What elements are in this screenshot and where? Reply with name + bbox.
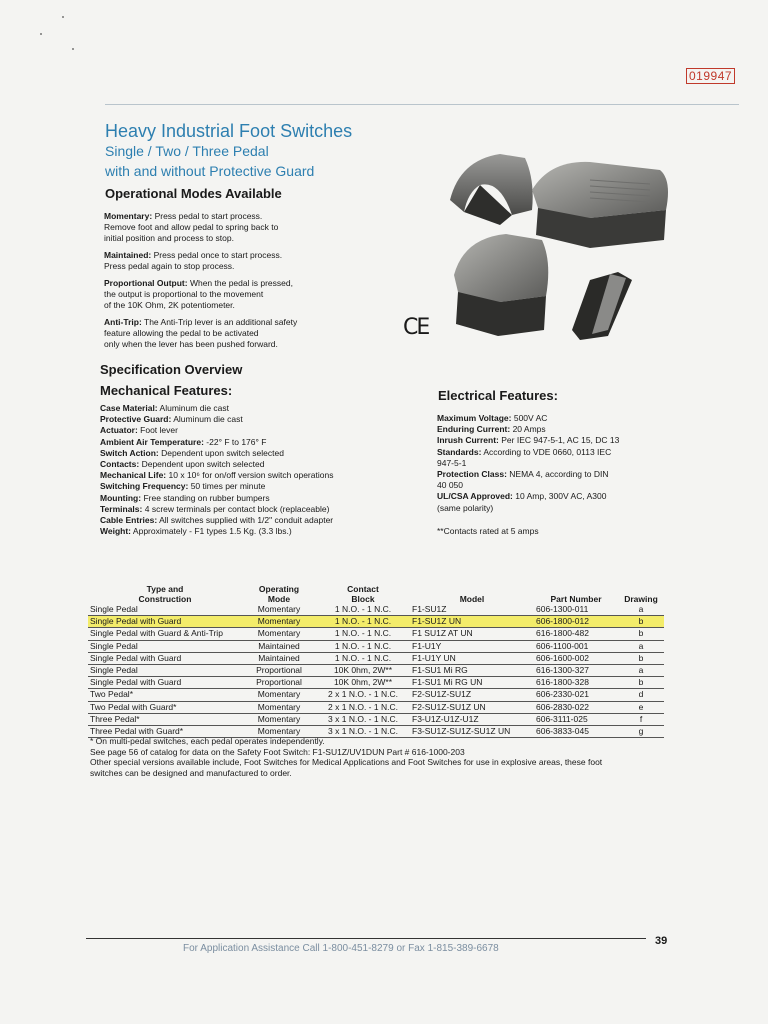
header-text: Construction <box>138 594 192 604</box>
feature-value: Dependent upon switch selected <box>141 459 265 470</box>
cell-block: 1 N.O. - 1 N.C. <box>316 616 410 628</box>
elec-row <box>437 469 677 480</box>
cell-block: 1 N.O. - 1 N.C. <box>316 628 410 640</box>
feature-label: Mounting: <box>100 492 142 503</box>
mode-momentary <box>104 211 344 244</box>
cell-drawing: a <box>618 665 664 677</box>
mode-label: Maintained: <box>104 250 152 260</box>
cell-mode: Momentary <box>242 604 316 616</box>
cell-part: 606-1300-011 <box>534 604 618 616</box>
feature-label: Case Material: <box>100 403 158 413</box>
cell-type: Three Pedal* <box>88 713 242 725</box>
mech-row <box>100 504 333 515</box>
cell-model: F1-SU1 Mi RG <box>410 665 534 677</box>
col-mode <box>242 584 316 604</box>
cell-model: F1 SU1Z AT UN <box>410 628 534 640</box>
feature-value-cont: (same polarity) <box>437 502 494 513</box>
header-text: Block <box>351 594 375 604</box>
cell-part: 606-3833-045 <box>534 726 618 738</box>
cell-model: F3-U1Z-U1Z-U1Z <box>410 713 534 725</box>
mode-anti-trip <box>104 317 344 350</box>
mode-proportional <box>104 278 344 311</box>
cell-part: 616-1300-327 <box>534 665 618 677</box>
feature-value: Approximately - F1 types 1.5 Kg. (3.3 lbs.) <box>132 526 292 537</box>
cell-type: Single Pedal with Guard <box>88 616 242 628</box>
contacts-rating-note: **Contacts rated at 5 amps <box>437 525 539 536</box>
cell-part: 606-3111-025 <box>534 713 618 725</box>
header-text: Contact <box>347 584 379 594</box>
cell-part: 606-1600-002 <box>534 652 618 664</box>
cell-block: 10K 0hm, 2W** <box>316 665 410 677</box>
parts-table <box>88 584 664 738</box>
cell-block: 10K 0hm, 2W** <box>316 677 410 689</box>
feature-label: Switching Frequency: <box>100 481 189 492</box>
feature-label: Protective Guard: <box>100 414 172 425</box>
cell-type: Single Pedal with Guard & Anti-Trip <box>88 628 242 640</box>
elec-row <box>437 424 677 435</box>
cell-mode: Momentary <box>242 726 316 738</box>
cell-type: Single Pedal with Guard <box>88 677 242 689</box>
mode-text: The Anti-Trip lever is an additional safety <box>144 317 298 327</box>
cell-mode: Momentary <box>242 689 316 701</box>
cell-drawing: b <box>618 628 664 640</box>
col-type <box>88 584 242 604</box>
elec-row <box>437 413 677 424</box>
mode-label: Momentary: <box>104 211 153 221</box>
elec-row <box>437 435 677 446</box>
cell-model: F1-U1Y <box>410 640 534 652</box>
mode-label: Proportional Output: <box>104 278 188 288</box>
mech-row <box>100 459 333 470</box>
cell-type: Three Pedal with Guard* <box>88 726 242 738</box>
mode-text: feature allowing the pedal to be activated <box>104 328 259 338</box>
cell-drawing: b <box>618 616 664 628</box>
feature-label: UL/CSA Approved: <box>437 491 513 502</box>
mode-text: Press pedal once to start process. <box>153 250 283 260</box>
footer-contact: For Application Assistance Call 1-800-451-8279 or Fax 1-815-389-6678 <box>183 943 499 954</box>
note-line: * On multi-pedal switches, each pedal operates independently. <box>90 736 325 746</box>
feature-value: 500V AC <box>513 413 548 423</box>
top-rule <box>105 104 739 105</box>
mech-row <box>100 481 333 492</box>
cell-part: 606-1800-012 <box>534 616 618 628</box>
feature-value: 4 screw terminals per contact block (replaceable) <box>144 503 330 514</box>
mode-text: only when the lever has been pushed forward. <box>104 339 278 349</box>
table-header <box>88 584 664 604</box>
cell-type: Two Pedal with Guard* <box>88 701 242 713</box>
cell-drawing: d <box>618 689 664 701</box>
feature-label: Actuator: <box>100 425 138 436</box>
col-drawing: Drawing <box>624 594 658 604</box>
cell-drawing: f <box>618 713 664 725</box>
mech-row <box>100 403 333 414</box>
mech-row <box>100 425 333 436</box>
table-row <box>88 604 664 616</box>
feature-label: Standards: <box>437 446 482 457</box>
feature-value: 50 times per minute <box>190 481 266 492</box>
cell-type: Single Pedal <box>88 604 242 616</box>
cell-block: 2 x 1 N.O. - 1 N.C. <box>316 701 410 713</box>
mechanical-features-heading: Mechanical Features: <box>100 383 233 398</box>
feature-label: Terminals: <box>100 503 143 514</box>
specification-overview-heading: Specification Overview <box>100 362 243 377</box>
cell-block: 1 N.O. - 1 N.C. <box>316 604 410 616</box>
cell-block: 2 x 1 N.O. - 1 N.C. <box>316 689 410 701</box>
feature-label: Cable Entries: <box>100 515 158 526</box>
feature-label: Switch Action: <box>100 447 159 458</box>
electrical-features-list <box>437 413 677 537</box>
subtitle-pedals: Single / Two / Three Pedal <box>105 143 269 159</box>
cell-block: 1 N.O. - 1 N.C. <box>316 640 410 652</box>
scan-speck <box>40 33 42 35</box>
feature-label: Mechanical Life: <box>100 470 167 481</box>
cell-mode: Momentary <box>242 713 316 725</box>
cell-type: Single Pedal <box>88 665 242 677</box>
cell-mode: Maintained <box>242 652 316 664</box>
scan-speck <box>62 16 64 18</box>
feature-value: 10 Amp, 300V AC, A300 <box>515 491 607 502</box>
electrical-features-heading: Electrical Features: <box>438 388 558 403</box>
cell-block: 1 N.O. - 1 N.C. <box>316 652 410 664</box>
mode-text: the output is proportional to the movement <box>104 289 264 299</box>
cell-type: Two Pedal* <box>88 689 242 701</box>
cell-part: 606-2330-021 <box>534 689 618 701</box>
cell-block: 3 x 1 N.O. - 1 N.C. <box>316 726 410 738</box>
mech-row <box>100 437 333 448</box>
table-row <box>88 713 664 725</box>
feature-value-cont: 40 050 <box>437 480 463 491</box>
col-model: Model <box>459 594 485 604</box>
page-number: 39 <box>655 935 668 947</box>
cell-mode: Proportional <box>242 677 316 689</box>
cell-drawing: e <box>618 701 664 713</box>
table-row <box>88 640 664 652</box>
mode-label: Anti-Trip: <box>104 317 142 327</box>
mech-row <box>100 470 333 481</box>
table-row <box>88 665 664 677</box>
feature-label: Inrush Current: <box>437 435 499 446</box>
elec-row <box>437 447 677 458</box>
feature-value: Per IEC 947-5-1, AC 15, DC 13 <box>501 435 620 446</box>
col-block <box>316 584 410 604</box>
elec-row <box>437 491 677 502</box>
table-row <box>88 616 664 628</box>
col-part: Part Number <box>550 594 602 604</box>
header-text: Type and <box>146 584 184 594</box>
cell-drawing: b <box>618 677 664 689</box>
scan-speck <box>72 48 74 50</box>
cell-type: Single Pedal <box>88 640 242 652</box>
mode-text: Press pedal again to stop process. <box>104 261 235 271</box>
feature-value: According to VDE 0660, 0113 IEC <box>483 446 612 457</box>
feature-value: NEMA 4, according to DIN <box>509 469 609 480</box>
feature-label: Weight: <box>100 526 132 537</box>
cell-model: F2-SU1Z-SU1Z UN <box>410 701 534 713</box>
table-row <box>88 628 664 640</box>
feature-value: Aluminum die cast <box>159 403 229 413</box>
mech-row <box>100 448 333 459</box>
foot-switch-product-photo <box>440 140 680 350</box>
cell-model: F1-SU1 Mi RG UN <box>410 677 534 689</box>
cell-type: Single Pedal with Guard <box>88 652 242 664</box>
operational-modes-heading: Operational Modes Available <box>105 186 282 201</box>
feature-value: All switches supplied with 1/2" conduit adapter <box>159 515 334 526</box>
cell-part: 616-1800-328 <box>534 677 618 689</box>
feature-label: Maximum Voltage: <box>437 413 512 423</box>
mode-text: When the pedal is pressed, <box>189 278 293 288</box>
cell-model: F1-SU1Z UN <box>410 616 534 628</box>
table-row <box>88 701 664 713</box>
table-row <box>88 652 664 664</box>
note-line: switches can be designed and manufactured to order. <box>90 767 292 778</box>
parts-table-body <box>88 604 664 738</box>
cell-model: F1-U1Y UN <box>410 652 534 664</box>
mode-text: Remove foot and allow pedal to spring back to <box>104 222 279 232</box>
mode-text: initial position and process to stop. <box>104 233 234 243</box>
table-row <box>88 677 664 689</box>
cell-model: F3-SU1Z-SU1Z-SU1Z UN <box>410 726 534 738</box>
mode-maintained <box>104 250 344 272</box>
mech-row <box>100 526 333 537</box>
subtitle-guard: with and without Protective Guard <box>105 163 315 179</box>
cell-mode: Maintained <box>242 640 316 652</box>
mech-row <box>100 515 333 526</box>
cell-part: 606-1100-001 <box>534 640 618 652</box>
mode-text: Press pedal to start process. <box>154 211 263 221</box>
cell-drawing: g <box>618 726 664 738</box>
mechanical-features-list <box>100 403 333 537</box>
cell-drawing: b <box>618 652 664 664</box>
mech-row <box>100 414 333 425</box>
feature-label: Ambient Air Temperature: <box>100 436 204 447</box>
feature-label: Enduring Current: <box>437 424 511 435</box>
table-notes <box>90 736 690 778</box>
feature-value: 20 Amps <box>512 424 546 435</box>
document-number-stamp: 019947 <box>686 68 735 84</box>
page-title: Heavy Industrial Foot Switches <box>105 121 353 141</box>
table-row <box>88 689 664 701</box>
cell-mode: Momentary <box>242 628 316 640</box>
cell-drawing: a <box>618 640 664 652</box>
feature-value: Aluminum die cast <box>173 414 243 425</box>
feature-value: Dependent upon switch selected <box>161 447 284 458</box>
cell-mode: Proportional <box>242 665 316 677</box>
note-line: Other special versions available include, Foot Switches for Medical Applications and Foot Switches for use in explosive areas, these foot <box>90 757 603 767</box>
feature-value-cont: 947-5-1 <box>437 457 467 468</box>
cell-model: F1-SU1Z <box>410 604 534 616</box>
feature-value: 10 x 10⁶ for on/off version switch operations <box>168 470 334 481</box>
ce-mark: CE <box>403 315 429 340</box>
cell-mode: Momentary <box>242 701 316 713</box>
bottom-rule <box>86 938 646 939</box>
cell-part: 616-1800-482 <box>534 628 618 640</box>
note-line: See page 56 of catalog for data on the Safety Foot Switch: F1-SU1Z/UV1DUN Part # 616-1000-203 <box>90 746 465 757</box>
cell-drawing: a <box>618 604 664 616</box>
cell-part: 606-2830-022 <box>534 701 618 713</box>
mode-text: of the 10K Ohm, 2K potentiometer. <box>104 300 235 310</box>
cell-block: 3 x 1 N.O. - 1 N.C. <box>316 713 410 725</box>
feature-value: Foot lever <box>140 425 178 436</box>
feature-value: Free standing on rubber bumpers <box>143 492 270 503</box>
header-text: Operating <box>258 584 300 594</box>
cell-model: F2-SU1Z-SU1Z <box>410 689 534 701</box>
feature-label: Contacts: <box>100 459 140 470</box>
header-text: Mode <box>267 594 291 604</box>
feature-value: -22° F to 176° F <box>206 436 267 447</box>
mech-row <box>100 493 333 504</box>
cell-mode: Momentary <box>242 616 316 628</box>
feature-label: Protection Class: <box>437 469 507 480</box>
